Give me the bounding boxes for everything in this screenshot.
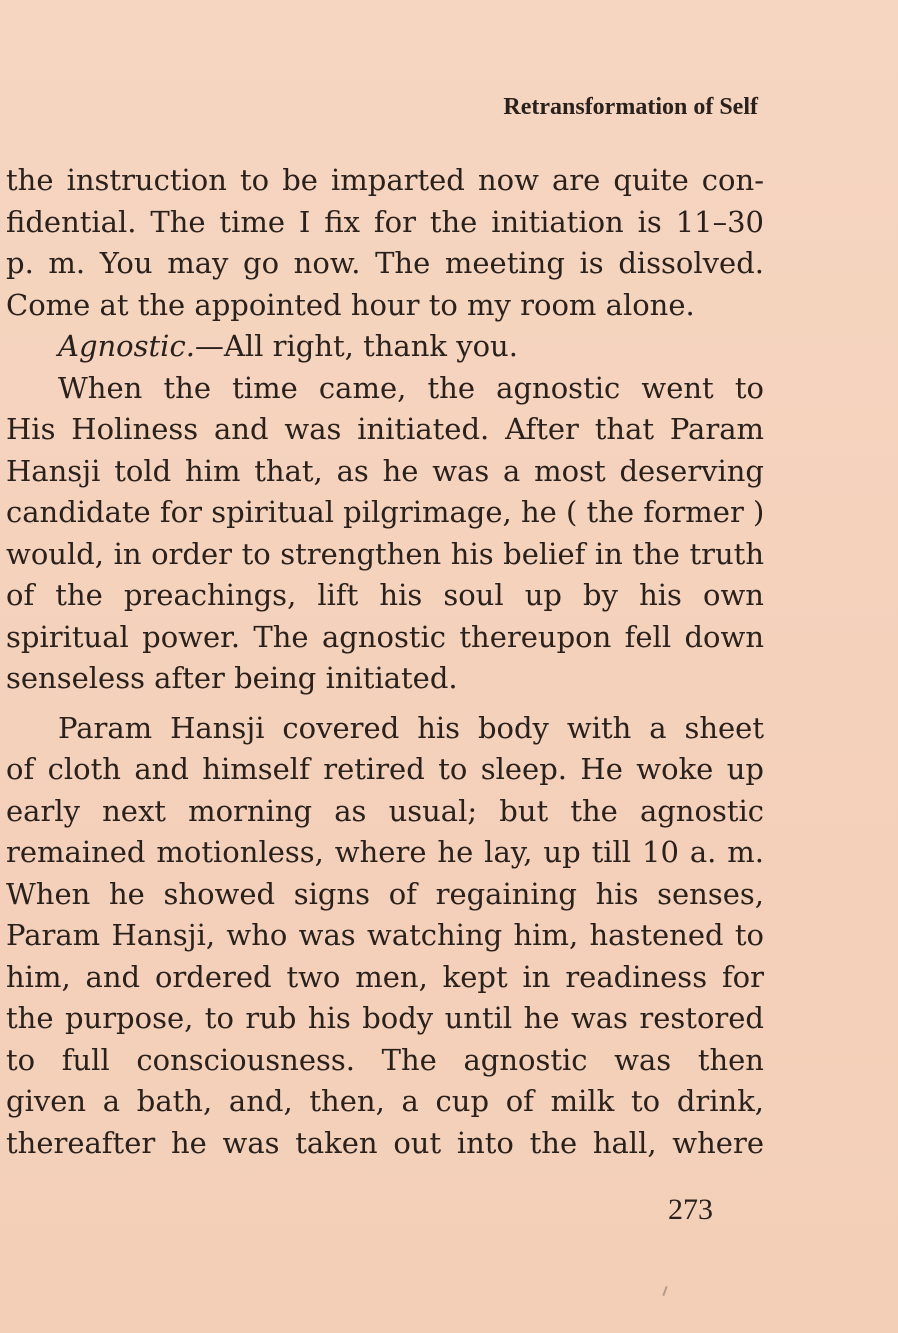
running-head: Retransformation of Self (503, 94, 758, 120)
text-line: Param Hansji, who was watching him, hastened to (6, 918, 764, 952)
text-line: given a bath, and, then, a cup of milk to drink, (6, 1084, 764, 1118)
text-line: to full consciousness. The agnostic was then (6, 1042, 764, 1077)
text-line: the instruction to be imparted now are quite con- (6, 163, 764, 197)
paper-mark (662, 1286, 667, 1296)
text-line: When the time came, the agnostic went to (58, 370, 764, 405)
text-line: early next morning as usual; but the agnostic (6, 793, 764, 828)
text-line: Param Hansji covered his body with a sheet (58, 710, 764, 745)
text-line: of the preachings, lift his soul up by his own (6, 578, 764, 612)
text-line: Hansji told him that, as he was a most deserving (6, 453, 764, 488)
text-line: spiritual power. The agnostic thereupon fell down (6, 619, 764, 654)
paragraph-gap (6, 700, 764, 708)
text-line: would, in order to strengthen his belief in the truth (6, 536, 764, 571)
paragraph-1 (6, 160, 764, 326)
text-line: him, and ordered two men, kept in readiness for (6, 959, 764, 994)
page-number: 273 (668, 1193, 713, 1226)
body-text (6, 160, 764, 1164)
text-line: Come at the appointed hour to my room alone. (6, 287, 695, 322)
paragraph-3 (6, 368, 764, 700)
text-line: thereafter he was taken out into the hall, where (6, 1125, 764, 1160)
text-line: of cloth and himself retired to sleep. He woke up (6, 752, 764, 786)
dialogue-line (6, 326, 764, 368)
text-line: When he showed signs of regaining his senses, (6, 876, 764, 911)
speaker-name: Agnostic. (58, 329, 195, 363)
paragraph-2 (6, 326, 764, 368)
text-line: remained motionless, where he lay, up till 10 a. m. (6, 835, 764, 869)
text-line: fidential. The time I fix for the initiation is 11–30 (6, 204, 764, 239)
text-line: His Holiness and was initiated. After that Param (6, 412, 764, 446)
text-line: p. m. You may go now. The meeting is dissolved. (6, 246, 764, 280)
paragraph-4 (6, 708, 764, 1165)
text-line: candidate for spiritual pilgrimage, he ( the former ) (6, 495, 765, 529)
text-line: the purpose, to rub his body until he was restored (6, 1001, 764, 1035)
text-line: senseless after being initiated. (6, 661, 458, 695)
dialogue-text: —All right, thank you. (194, 329, 518, 363)
